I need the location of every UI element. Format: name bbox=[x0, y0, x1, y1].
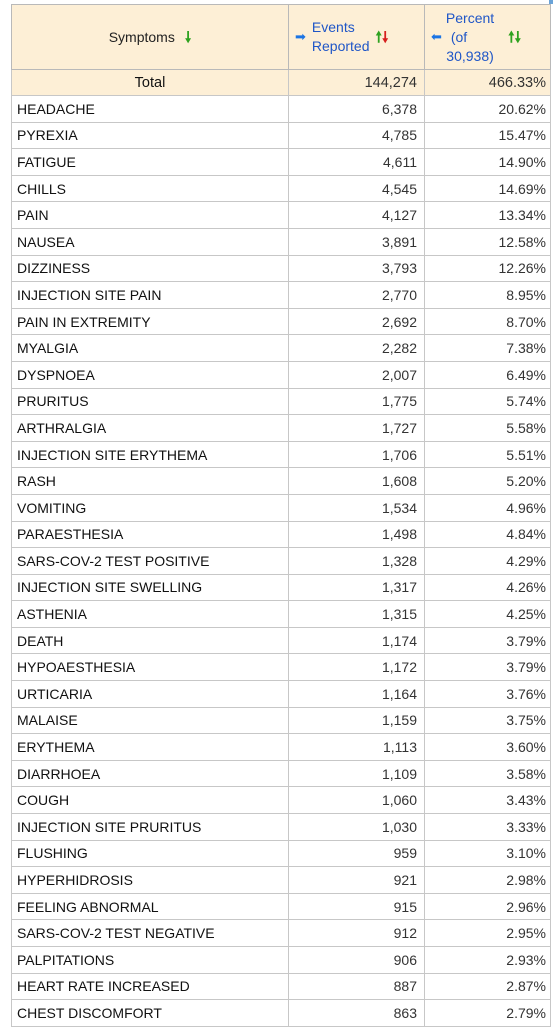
percent-value: 3.33% bbox=[425, 814, 551, 841]
events-count: 1,775 bbox=[289, 388, 425, 415]
events-count: 915 bbox=[289, 893, 425, 920]
symptom-name: ERYTHEMA bbox=[12, 734, 289, 761]
table-row bbox=[12, 893, 551, 920]
sort-up-green-icon[interactable]: 🠕 bbox=[375, 28, 382, 46]
events-count: 1,159 bbox=[289, 707, 425, 734]
percent-value: 14.69% bbox=[425, 175, 551, 202]
percent-value: 12.58% bbox=[425, 228, 551, 255]
table-row bbox=[12, 335, 551, 362]
header-row bbox=[12, 5, 551, 70]
table-row bbox=[12, 627, 551, 654]
symptom-name: VOMITING bbox=[12, 494, 289, 521]
percent-value: 6.49% bbox=[425, 361, 551, 388]
percent-value: 3.58% bbox=[425, 760, 551, 787]
percent-value: 3.10% bbox=[425, 840, 551, 867]
table-row bbox=[12, 840, 551, 867]
events-count: 959 bbox=[289, 840, 425, 867]
percent-value: 8.70% bbox=[425, 308, 551, 335]
events-count: 1,328 bbox=[289, 548, 425, 575]
table-row bbox=[12, 255, 551, 282]
percent-value: 7.38% bbox=[425, 335, 551, 362]
sort-toggle-events[interactable] bbox=[376, 30, 389, 45]
percent-value: 8.95% bbox=[425, 282, 551, 309]
events-count: 906 bbox=[289, 947, 425, 974]
table-row bbox=[12, 175, 551, 202]
symptom-name: INJECTION SITE PRURITUS bbox=[12, 814, 289, 841]
symptom-name: URTICARIA bbox=[12, 681, 289, 708]
table-row bbox=[12, 947, 551, 974]
symptoms-header[interactable] bbox=[12, 5, 289, 70]
symptom-name: PAIN bbox=[12, 202, 289, 229]
percent-value: 20.62% bbox=[425, 96, 551, 123]
percent-header-line2: (of bbox=[450, 28, 468, 45]
percent-value: 2.79% bbox=[425, 1000, 551, 1027]
table-row bbox=[12, 468, 551, 495]
sort-down-green-icon[interactable]: 🠗 bbox=[184, 28, 192, 46]
total-percent: 466.33% bbox=[425, 70, 551, 96]
percent-value: 4.25% bbox=[425, 601, 551, 628]
symptom-name: RASH bbox=[12, 468, 289, 495]
symptoms-header-label: Symptoms bbox=[108, 29, 175, 45]
events-count: 1,060 bbox=[289, 787, 425, 814]
table-row bbox=[12, 867, 551, 894]
percent-value: 5.20% bbox=[425, 468, 551, 495]
symptom-name: DIZZINESS bbox=[12, 255, 289, 282]
percent-value: 4.96% bbox=[425, 494, 551, 521]
total-events: 144,274 bbox=[289, 70, 425, 96]
table-row bbox=[12, 149, 551, 176]
table-row bbox=[12, 707, 551, 734]
symptom-name: FEELING ABNORMAL bbox=[12, 893, 289, 920]
total-label: Total bbox=[12, 70, 289, 96]
events-count: 2,282 bbox=[289, 335, 425, 362]
events-count: 1,164 bbox=[289, 681, 425, 708]
events-count: 1,109 bbox=[289, 760, 425, 787]
events-reported-header[interactable] bbox=[289, 5, 425, 70]
table-row bbox=[12, 920, 551, 947]
events-count: 1,172 bbox=[289, 654, 425, 681]
events-count: 1,030 bbox=[289, 814, 425, 841]
events-count: 1,317 bbox=[289, 574, 425, 601]
events-count: 863 bbox=[289, 1000, 425, 1027]
events-count: 1,174 bbox=[289, 627, 425, 654]
events-count: 921 bbox=[289, 867, 425, 894]
table-row bbox=[12, 388, 551, 415]
table-row bbox=[12, 96, 551, 123]
events-count: 1,315 bbox=[289, 601, 425, 628]
percent-header[interactable] bbox=[425, 5, 551, 70]
table-row bbox=[12, 574, 551, 601]
table-row bbox=[12, 654, 551, 681]
events-count: 6,378 bbox=[289, 96, 425, 123]
events-count: 1,608 bbox=[289, 468, 425, 495]
events-count: 4,611 bbox=[289, 149, 425, 176]
symptom-name: PALPITATIONS bbox=[12, 947, 289, 974]
symptom-name: PARAESTHESIA bbox=[12, 521, 289, 548]
symptom-name: MALAISE bbox=[12, 707, 289, 734]
table-row bbox=[12, 601, 551, 628]
events-count: 1,706 bbox=[289, 441, 425, 468]
table-row bbox=[12, 202, 551, 229]
symptom-name: DIARRHOEA bbox=[12, 760, 289, 787]
symptom-name: HEART RATE INCREASED bbox=[12, 973, 289, 1000]
percent-value: 4.84% bbox=[425, 521, 551, 548]
symptom-name: CHILLS bbox=[12, 175, 289, 202]
events-count: 1,498 bbox=[289, 521, 425, 548]
events-header-link[interactable] bbox=[312, 18, 370, 56]
percent-value: 5.51% bbox=[425, 441, 551, 468]
events-count: 4,785 bbox=[289, 122, 425, 149]
symptom-name: CHEST DISCOMFORT bbox=[12, 1000, 289, 1027]
symptom-name: PYREXIA bbox=[12, 122, 289, 149]
symptom-name: PRURITUS bbox=[12, 388, 289, 415]
percent-value: 3.76% bbox=[425, 681, 551, 708]
events-count: 1,534 bbox=[289, 494, 425, 521]
arrow-right-blue-icon: ➡ bbox=[295, 29, 306, 44]
events-count: 2,692 bbox=[289, 308, 425, 335]
percent-value: 5.74% bbox=[425, 388, 551, 415]
events-count: 2,007 bbox=[289, 361, 425, 388]
symptom-name: HYPOAESTHESIA bbox=[12, 654, 289, 681]
percent-value: 15.47% bbox=[425, 122, 551, 149]
percent-value: 13.34% bbox=[425, 202, 551, 229]
symptom-name: DEATH bbox=[12, 627, 289, 654]
percent-value: 2.98% bbox=[425, 867, 551, 894]
percent-value: 2.96% bbox=[425, 893, 551, 920]
table-row bbox=[12, 122, 551, 149]
percent-value: 3.79% bbox=[425, 627, 551, 654]
sort-toggle-percent[interactable] bbox=[508, 30, 521, 45]
table-row bbox=[12, 548, 551, 575]
events-count: 4,127 bbox=[289, 202, 425, 229]
symptom-name: HYPERHIDROSIS bbox=[12, 867, 289, 894]
symptom-name: MYALGIA bbox=[12, 335, 289, 362]
percent-value: 4.26% bbox=[425, 574, 551, 601]
events-count: 2,770 bbox=[289, 282, 425, 309]
symptom-name: ARTHRALGIA bbox=[12, 415, 289, 442]
sort-down-green-icon[interactable]: 🠗 bbox=[514, 28, 522, 46]
table-row bbox=[12, 760, 551, 787]
events-count: 887 bbox=[289, 973, 425, 1000]
sort-down-red-icon[interactable]: 🠗 bbox=[381, 28, 389, 46]
percent-value: 5.58% bbox=[425, 415, 551, 442]
events-header-line2: Reported bbox=[311, 38, 370, 54]
table-row bbox=[12, 308, 551, 335]
table-row bbox=[12, 494, 551, 521]
table-row bbox=[12, 787, 551, 814]
percent-value: 2.93% bbox=[425, 947, 551, 974]
events-header-line1: Events bbox=[311, 19, 355, 35]
table-row bbox=[12, 441, 551, 468]
table-row bbox=[12, 282, 551, 309]
total-row bbox=[12, 70, 551, 96]
symptom-name: INJECTION SITE SWELLING bbox=[12, 574, 289, 601]
symptom-name: FATIGUE bbox=[12, 149, 289, 176]
symptom-name: FLUSHING bbox=[12, 840, 289, 867]
events-count: 3,793 bbox=[289, 255, 425, 282]
percent-value: 4.29% bbox=[425, 548, 551, 575]
percent-value: 3.60% bbox=[425, 734, 551, 761]
table-row bbox=[12, 1000, 551, 1027]
table-row bbox=[12, 681, 551, 708]
table-row bbox=[12, 361, 551, 388]
table-row bbox=[12, 521, 551, 548]
symptom-name: PAIN IN EXTREMITY bbox=[12, 308, 289, 335]
percent-value: 3.75% bbox=[425, 707, 551, 734]
percent-value: 12.26% bbox=[425, 255, 551, 282]
symptoms-table bbox=[11, 4, 551, 1027]
percent-header-line3: 30,938) bbox=[446, 47, 494, 64]
percent-value: 3.43% bbox=[425, 787, 551, 814]
percent-value: 3.79% bbox=[425, 654, 551, 681]
percent-header-line1: Percent bbox=[445, 9, 495, 26]
table-row bbox=[12, 734, 551, 761]
symptom-name: INJECTION SITE PAIN bbox=[12, 282, 289, 309]
symptom-name: INJECTION SITE ERYTHEMA bbox=[12, 441, 289, 468]
events-count: 1,113 bbox=[289, 734, 425, 761]
symptom-name: DYSPNOEA bbox=[12, 361, 289, 388]
sort-up-green-icon[interactable]: 🠕 bbox=[508, 28, 515, 46]
percent-value: 2.87% bbox=[425, 973, 551, 1000]
table-row bbox=[12, 415, 551, 442]
symptom-name: NAUSEA bbox=[12, 228, 289, 255]
events-count: 4,545 bbox=[289, 175, 425, 202]
events-count: 3,891 bbox=[289, 228, 425, 255]
symptom-name: SARS-COV-2 TEST NEGATIVE bbox=[12, 920, 289, 947]
table-row bbox=[12, 228, 551, 255]
percent-value: 2.95% bbox=[425, 920, 551, 947]
table-row bbox=[12, 814, 551, 841]
symptom-name: SARS-COV-2 TEST POSITIVE bbox=[12, 548, 289, 575]
events-count: 912 bbox=[289, 920, 425, 947]
table-row bbox=[12, 973, 551, 1000]
arrow-left-blue-icon: ⬅ bbox=[431, 29, 442, 44]
symptom-name: COUGH bbox=[12, 787, 289, 814]
percent-header-link[interactable] bbox=[446, 9, 494, 66]
symptom-name: HEADACHE bbox=[12, 96, 289, 123]
percent-value: 14.90% bbox=[425, 149, 551, 176]
symptom-name: ASTHENIA bbox=[12, 601, 289, 628]
events-count: 1,727 bbox=[289, 415, 425, 442]
